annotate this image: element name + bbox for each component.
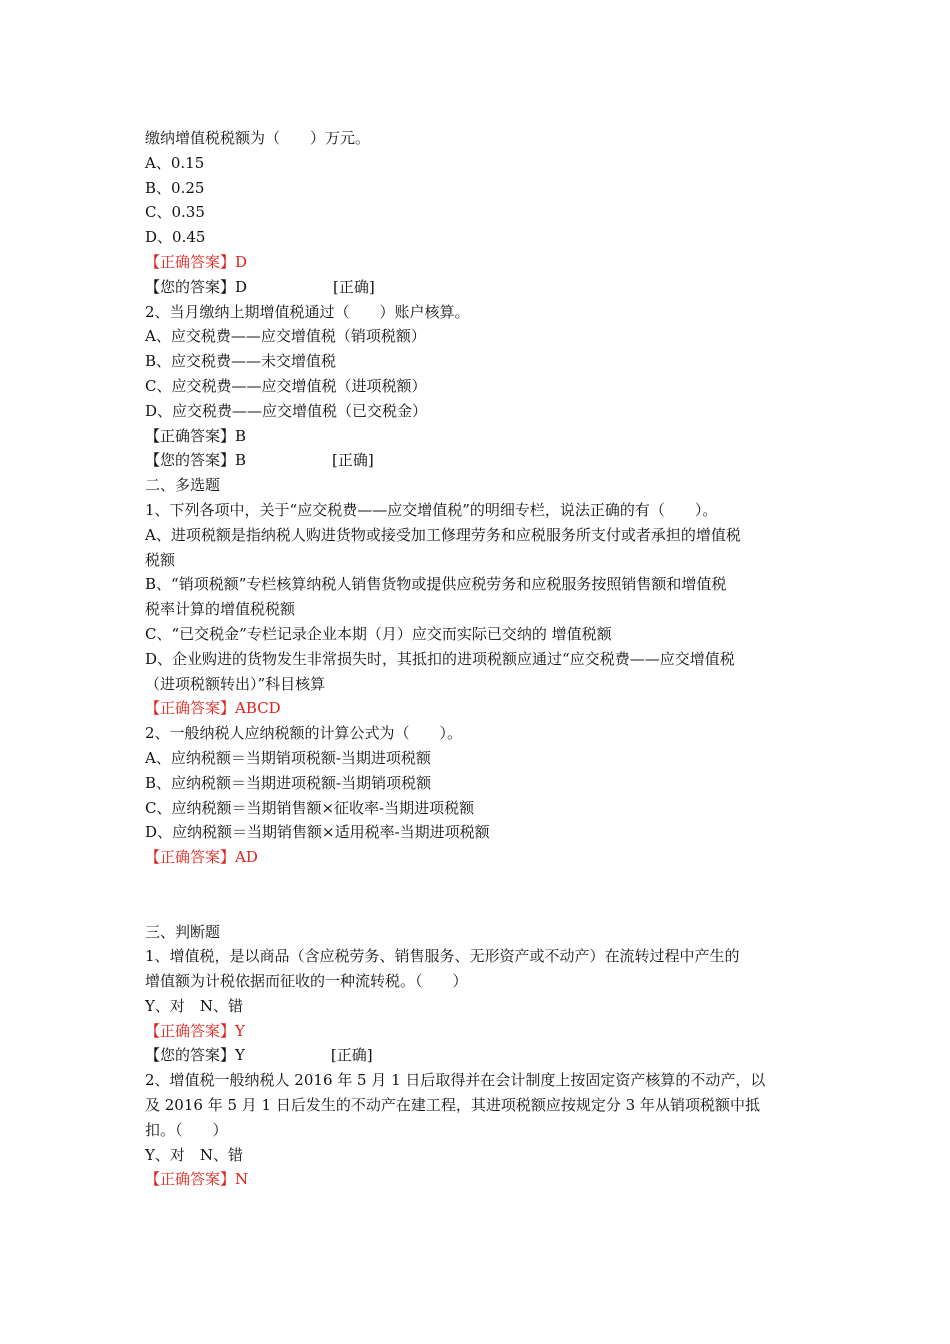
question-stem: 2、一般纳税人应纳税额的计算公式为（ ）。 — [145, 724, 463, 743]
option-c: C、应交税费——应交增值税（进项税额） — [145, 376, 427, 395]
option-b: B、应交税费——未交增值税 — [145, 352, 337, 371]
question-stem: 2、增值税一般纳税人 2016 年 5 月 1 日后取得并在会计制度上按固定资产核算的不动产，以 — [145, 1071, 766, 1090]
question-stem-cont: 扣。（ ） — [145, 1120, 228, 1139]
option-d-cont: （进项税额转出）”科目核算 — [145, 674, 326, 693]
question-stem: 1、增值税，是以商品（含应税劳务、销售服务、无形资产或不动产）在流转过程中产生的 — [145, 947, 740, 966]
document-page — [145, 126, 825, 1192]
correct-answer: 【正确答案】AD — [145, 848, 258, 867]
option-d: D、应交税费——应交增值税（已交税金） — [145, 401, 428, 420]
question-stem-cont: 增值额为计税依据而征收的一种流转税。（ ） — [145, 972, 468, 991]
your-answer: 【您的答案】Y — [145, 1046, 245, 1065]
option-d: D、0.45 — [145, 228, 206, 247]
correct-answer: 【正确答案】B — [145, 426, 247, 445]
option-d: D、企业购进的货物发生非常损失时，其抵扣的进项税额应通过“应交税费——应交增值税 — [145, 649, 735, 668]
answer-verdict: [正确] — [333, 277, 375, 296]
option-c: C、应纳税额＝当期销售额×征收率-当期进项税额 — [145, 798, 475, 817]
question-stem: 2、当月缴纳上期增值税通过（ ）账户核算。 — [145, 302, 470, 321]
section-title: 三、判断题 — [145, 922, 221, 941]
correct-answer: 【正确答案】Y — [145, 1021, 245, 1040]
your-answer-row — [145, 448, 825, 473]
answer-verdict: [正确] — [330, 1046, 373, 1065]
answer-verdict: [正确] — [332, 451, 374, 470]
judgement-options: Y、对 N、错 — [145, 996, 244, 1015]
question-stem-cont: 及 2016 年 5 月 1 日后发生的不动产在建工程，其进项税额应按规定分 3 年从销项税额中抵 — [145, 1096, 760, 1115]
option-d: D、应纳税额＝当期销售额×适用税率-当期进项税额 — [145, 823, 490, 842]
your-answer: 【您的答案】D — [145, 277, 248, 296]
option-b: B、应纳税额＝当期进项税额-当期销项税额 — [145, 773, 432, 792]
option-a: A、进项税额是指纳税人购进货物或接受加工修理劳务和应税服务所支付或者承担的增值税 — [145, 525, 741, 544]
option-b: B、0.25 — [145, 178, 205, 197]
correct-answer: 【正确答案】ABCD — [145, 699, 281, 718]
your-answer: 【您的答案】B — [145, 451, 247, 470]
option-a-cont: 税额 — [145, 550, 176, 569]
option-b: B、“销项税额”专栏核算纳税人销售货物或提供应税劳务和应税服务按照销售额和增值税 — [145, 575, 727, 594]
option-c: C、0.35 — [145, 203, 205, 222]
spacer — [145, 870, 825, 920]
option-b-cont: 税率计算的增值税税额 — [145, 600, 296, 619]
option-a: A、应纳税额＝当期销项税额-当期进项税额 — [145, 748, 431, 767]
option-a: A、0.15 — [145, 153, 205, 172]
your-answer-row — [145, 275, 825, 300]
correct-answer: 【正确答案】D — [145, 252, 248, 271]
option-c: C、“已交税金”专栏记录企业本期（月）应交而实际已交纳的 增值税额 — [145, 624, 612, 643]
judgement-options: Y、对 N、错 — [145, 1145, 244, 1164]
option-a: A、应交税费——应交增值税（销项税额） — [145, 327, 426, 346]
correct-answer: 【正确答案】N — [145, 1170, 249, 1189]
question-stem: 缴纳增值税税额为（ ）万元。 — [145, 129, 371, 147]
section-title: 二、多选题 — [145, 476, 221, 495]
question-stem: 1、下列各项中，关于“应交税费——应交增值税”的明细专栏，说法正确的有（ ）。 — [145, 500, 718, 519]
your-answer-row — [145, 1043, 825, 1068]
